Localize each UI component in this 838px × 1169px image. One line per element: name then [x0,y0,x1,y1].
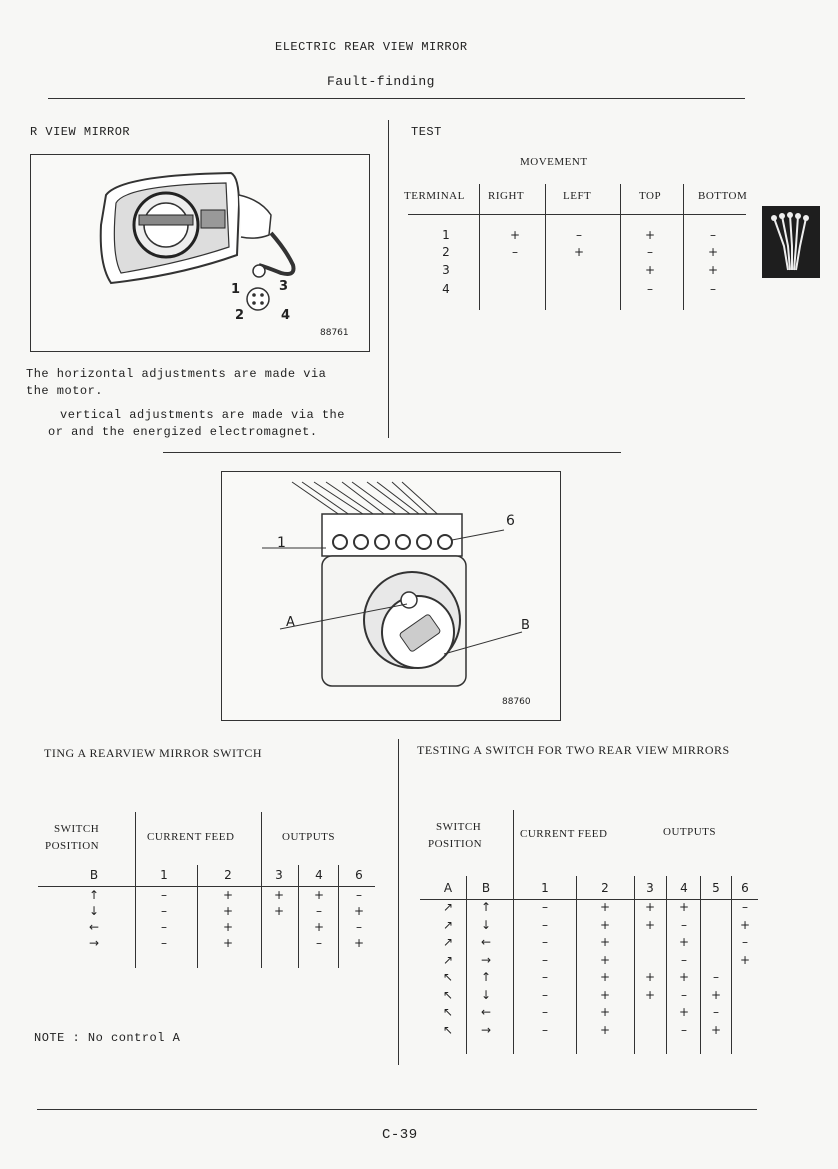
bottom-column-divider [398,739,399,1065]
right-cell: + [509,228,521,242]
right-cell: – [512,245,518,259]
double-sub-4: 4 [680,881,688,895]
double-cell-2: + [599,900,611,914]
double-header-rule [420,899,758,900]
single-cell-feed: – [161,936,167,950]
double-cell-a: ↖ [442,987,454,1002]
para1-line2: the motor. [26,384,104,398]
single-cell-position: → [88,936,100,950]
double-cell-b: ← [480,935,492,949]
double-divider-6 [731,876,732,1054]
page-number: C-39 [382,1127,418,1143]
double-cell-a: ↗ [442,917,454,932]
double-cell-b: ← [480,1005,492,1019]
test-header-rule [408,214,746,215]
double-cell-5: + [710,1022,722,1037]
double-cell-a: ↖ [442,1005,454,1019]
single-col-outputs: OUTPUTS [282,831,336,843]
double-sub-b: B [481,881,491,895]
switch-label-a: A [286,615,295,630]
left-cell: + [573,245,585,259]
double-cell-2: + [599,970,611,984]
double-cell-a: ↗ [442,935,454,949]
wiring-icon [762,206,820,278]
double-col-switch-1: SWITCH [436,821,482,833]
single-sub-2: 2 [224,868,232,882]
double-cell-4: + [678,935,690,949]
single-sub-1: 1 [160,868,168,882]
single-divider-4 [298,865,299,968]
double-cell-a: ↖ [442,1022,454,1037]
para2-line1: vertical adjustments are made via the [60,408,345,422]
double-cell-b: ↓ [480,987,492,1002]
single-header-rule [38,886,375,887]
double-cell-b: ↑ [480,900,492,914]
switch-label-6: 6 [506,513,515,529]
test-heading: TEST [411,125,442,139]
document-title: ELECTRIC REAR VIEW MIRROR [275,40,468,54]
single-cell-out-4: – [316,904,322,918]
double-cell-4: + [678,1005,690,1019]
single-sub-b: B [89,868,99,882]
double-divider-ab [466,876,467,1054]
double-sub-3: 3 [646,881,654,895]
single-cell-out-2: + [222,936,234,950]
pin-label-4: 4 [281,308,291,323]
top-column-divider [388,120,389,438]
single-cell-feed: – [161,920,167,934]
double-sub-5: 5 [712,881,720,895]
double-divider-5 [700,876,701,1054]
switch-label-b: B [521,618,530,633]
single-cell-out-4: + [313,888,325,902]
double-cell-2: + [599,917,611,932]
double-divider-4 [666,876,667,1054]
double-cell-b: ↓ [480,917,492,932]
mirror-figure-id: 88761 [320,328,349,338]
single-cell-out-6: – [356,888,362,902]
double-cell-a: ↖ [442,970,454,984]
top-cell: – [647,282,653,296]
single-cell-position: ← [88,920,100,934]
switch-figure [221,471,561,721]
single-divider-5 [338,865,339,968]
pin-label-1: 1 [231,282,241,297]
test-divider-4 [683,184,684,310]
single-divider-2 [197,865,198,968]
single-sub-4: 4 [315,868,323,882]
bottom-cell: + [707,263,719,277]
double-cell-1: – [542,1022,548,1037]
single-divider-3 [261,812,262,968]
double-cell-1: – [542,952,548,967]
col-terminal: TERMINAL [404,190,465,202]
bottom-cell: – [710,228,716,242]
double-cell-6: – [742,900,748,914]
double-cell-6: + [739,917,751,932]
top-cell: – [647,245,653,259]
left-cell: – [576,228,582,242]
bottom-cell: + [707,245,719,259]
bottom-cell: – [710,282,716,296]
switch-illustration [222,472,560,720]
test-divider-1 [479,184,480,310]
double-cell-a: ↗ [442,900,454,914]
double-sub-6: 6 [741,881,749,895]
double-cell-1: – [542,917,548,932]
single-sub-6: 6 [355,868,363,882]
double-divider-1 [513,810,514,1054]
single-sub-3: 3 [275,868,283,882]
single-cell-out-3: + [273,904,285,918]
pin-label-3: 3 [279,279,289,294]
double-cell-3: + [644,970,656,984]
double-cell-2: + [599,1022,611,1037]
double-cell-1: – [542,900,548,914]
double-cell-6: + [739,952,751,967]
single-col-switch-1: SWITCH [54,823,100,835]
double-cell-2: + [599,935,611,949]
single-cell-out-2: + [222,904,234,918]
col-left: LEFT [563,190,592,202]
double-cell-6: – [742,935,748,949]
para1-line1: The horizontal adjustments are made via [26,367,327,381]
single-switch-heading: TING A REARVIEW MIRROR SWITCH [44,746,262,760]
switch-figure-id: 88760 [502,697,531,707]
double-cell-2: + [599,952,611,967]
col-bottom: BOTTOM [698,190,748,202]
double-cell-3: + [644,900,656,914]
double-cell-a: ↗ [442,952,454,967]
single-cell-feed: – [161,904,167,918]
col-right: RIGHT [488,190,525,202]
terminal-cell: 2 [442,245,450,259]
double-cell-4: + [678,900,690,914]
double-cell-b: ↑ [480,970,492,984]
test-divider-3 [620,184,621,310]
double-cell-4: – [681,987,687,1002]
double-cell-4: – [681,917,687,932]
double-col-outputs: OUTPUTS [663,826,717,838]
double-cell-4: + [678,970,690,984]
header-rule [48,98,745,99]
single-col-switch-2: POSITION [45,840,100,852]
single-cell-out-6: + [353,936,365,950]
double-cell-2: + [599,1005,611,1019]
single-cell-out-2: + [222,888,234,902]
double-cell-1: – [542,1005,548,1019]
section-tab [762,206,820,278]
double-cell-2: + [599,987,611,1002]
single-cell-position: ↓ [88,904,100,918]
pin-label-2: 2 [235,308,245,323]
document-subtitle: Fault-finding [327,74,435,89]
mirror-illustration [31,155,369,351]
single-divider-1 [135,812,136,968]
double-col-feed: CURRENT FEED [520,828,608,840]
double-cell-3: + [644,917,656,932]
double-sub-2: 2 [601,881,609,895]
single-cell-out-4: – [316,936,322,950]
double-col-switch-2: POSITION [428,838,483,850]
double-sub-a: A [443,881,453,895]
mid-rule [163,452,621,453]
double-switch-heading: TESTING A SWITCH FOR TWO REAR VIEW MIRRORS [417,743,730,757]
double-divider-2 [576,876,577,1054]
single-cell-feed: – [161,888,167,902]
double-cell-5: – [713,1005,719,1019]
double-sub-1: 1 [541,881,549,895]
footer-rule [37,1109,757,1110]
terminal-cell: 1 [442,228,450,242]
double-cell-3: + [644,987,656,1002]
double-cell-1: – [542,935,548,949]
mirror-section-heading: R VIEW MIRROR [30,125,131,139]
single-cell-out-6: – [356,920,362,934]
movement-label: MOVEMENT [520,156,588,168]
double-cell-5: + [710,987,722,1002]
double-cell-4: – [681,1022,687,1037]
test-divider-2 [545,184,546,310]
single-cell-position: ↑ [88,888,100,902]
top-cell: + [644,263,656,277]
double-cell-1: – [542,987,548,1002]
switch-label-1: 1 [277,535,286,551]
single-cell-out-3: + [273,888,285,902]
double-divider-3 [634,876,635,1054]
single-cell-out-6: + [353,904,365,918]
single-cell-out-2: + [222,920,234,934]
single-switch-note: NOTE : No control A [34,1031,181,1045]
single-col-feed: CURRENT FEED [147,831,235,843]
terminal-cell: 3 [442,263,450,277]
double-cell-4: – [681,952,687,967]
terminal-cell: 4 [442,282,450,296]
mirror-figure [30,154,370,352]
para2-line2: or and the energized electromagnet. [48,425,318,439]
double-cell-b: → [480,952,492,967]
double-cell-1: – [542,970,548,984]
double-cell-b: → [480,1022,492,1037]
single-cell-out-4: + [313,920,325,934]
col-top: TOP [639,190,662,202]
top-cell: + [644,228,656,242]
double-cell-5: – [713,970,719,984]
